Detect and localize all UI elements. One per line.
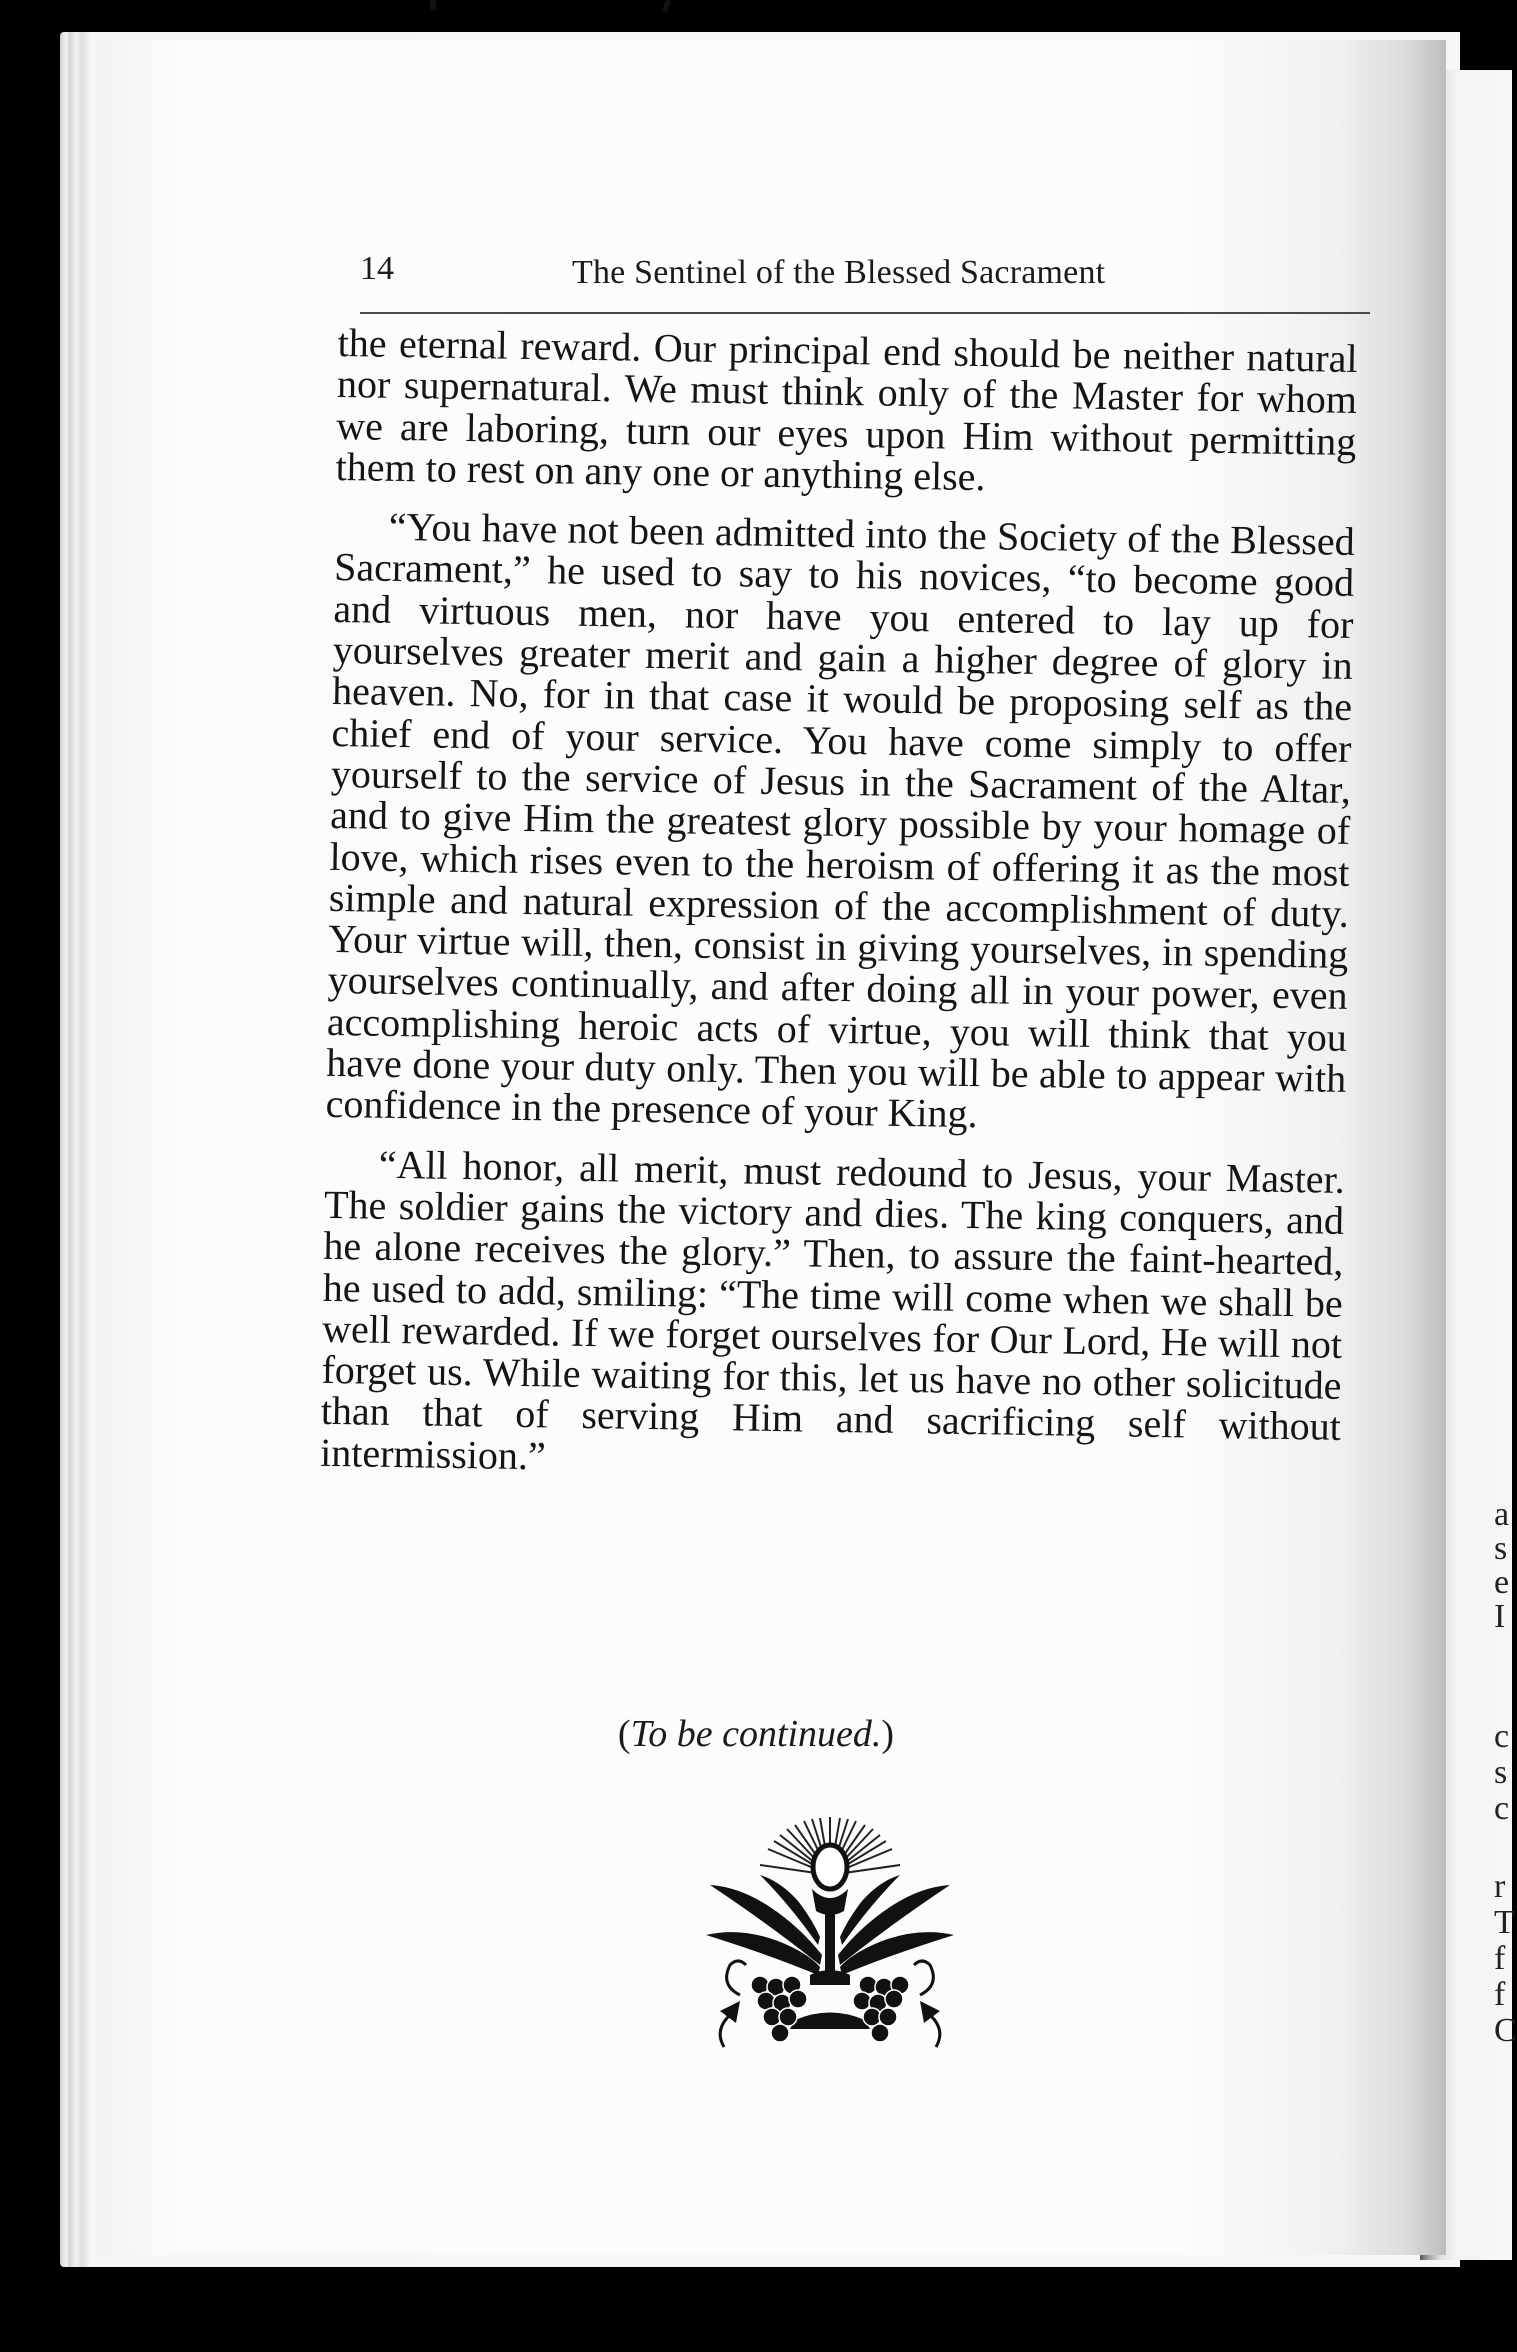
facing-page-letter: f: [1494, 1976, 1506, 2013]
facing-page-letter: C: [1494, 2012, 1517, 2049]
facing-page-letter: I: [1494, 1598, 1506, 1635]
page-header: [360, 250, 1370, 314]
running-head-title: The Sentinel of the Blessed Sacrament: [572, 254, 1106, 291]
facing-page-letter: e: [1494, 1564, 1510, 1601]
facing-page-letter: a: [1494, 1496, 1510, 1533]
continuation-note: (To be continued.): [617, 1713, 895, 1755]
page-number: 14: [360, 250, 394, 287]
facing-page-letter: r: [1494, 1868, 1506, 1905]
paragraph: the eternal reward. Our principal end should be neither natural nor supernatural. We must think only of the Master for whom we are laboring, turn our eyes upon Him without permitting them to rest on any one or anything else.: [335, 320, 1358, 500]
facing-page-letter: f: [1494, 1940, 1506, 1977]
facing-page-letter: s: [1494, 1530, 1508, 1567]
facing-page-letter: T: [1494, 1904, 1515, 1941]
paragraph: “You have not been admitted into the Society of the Blessed Sacrament,” he used to say to his novices, “to become good and virtuous men, nor have you entered to lay up for yourselves greater merit and gain a higher degree of glory in heaven. No, for in that case it would be proposing self as the chief end of your service. You have come simply to offer yourself to the service of Jesus in the Sacrament of the Altar, and to give Him the greatest glory possible by your homage of love, which rises even to the heroism of offering it as the most simple and natural expression of the accomplishment of duty. Your virtue will, then, consist in giving yourselves, in spending yourselves continually, and after doing all in your power, even accomplishing heroic acts of virtue, you will think that you have done your duty only. Then you will be able to appear with confidence in the presence of your King.: [325, 504, 1356, 1137]
facing-page-letter: s: [1494, 1754, 1508, 1791]
monstrance-wheat-grapes-ornament-icon: [700, 1815, 960, 2075]
header-rule: [360, 312, 1370, 314]
scan-mark: [662, 0, 671, 12]
scan-mark: [430, 0, 436, 10]
continuation-text: To be continued.: [630, 1713, 882, 1755]
paragraph: “All honor, all merit, must redound to Jesus, your Master. The soldier gains the victory and dies. The king conquers, and he alone receives the glory.” Then, to assure the faint-hearted, he used to add, smiling: “The time will come when we shall be well rewarded. If we forget ourselves for Our Lord, He will not forget us. While waiting for this, let us have no other solicitude than that of serving Him and sacrificing self without intermission.”: [319, 1141, 1346, 1479]
body-text: [320, 322, 1358, 1489]
facing-page-letter: c: [1494, 1790, 1510, 1827]
facing-page-letter: c: [1494, 1718, 1510, 1755]
